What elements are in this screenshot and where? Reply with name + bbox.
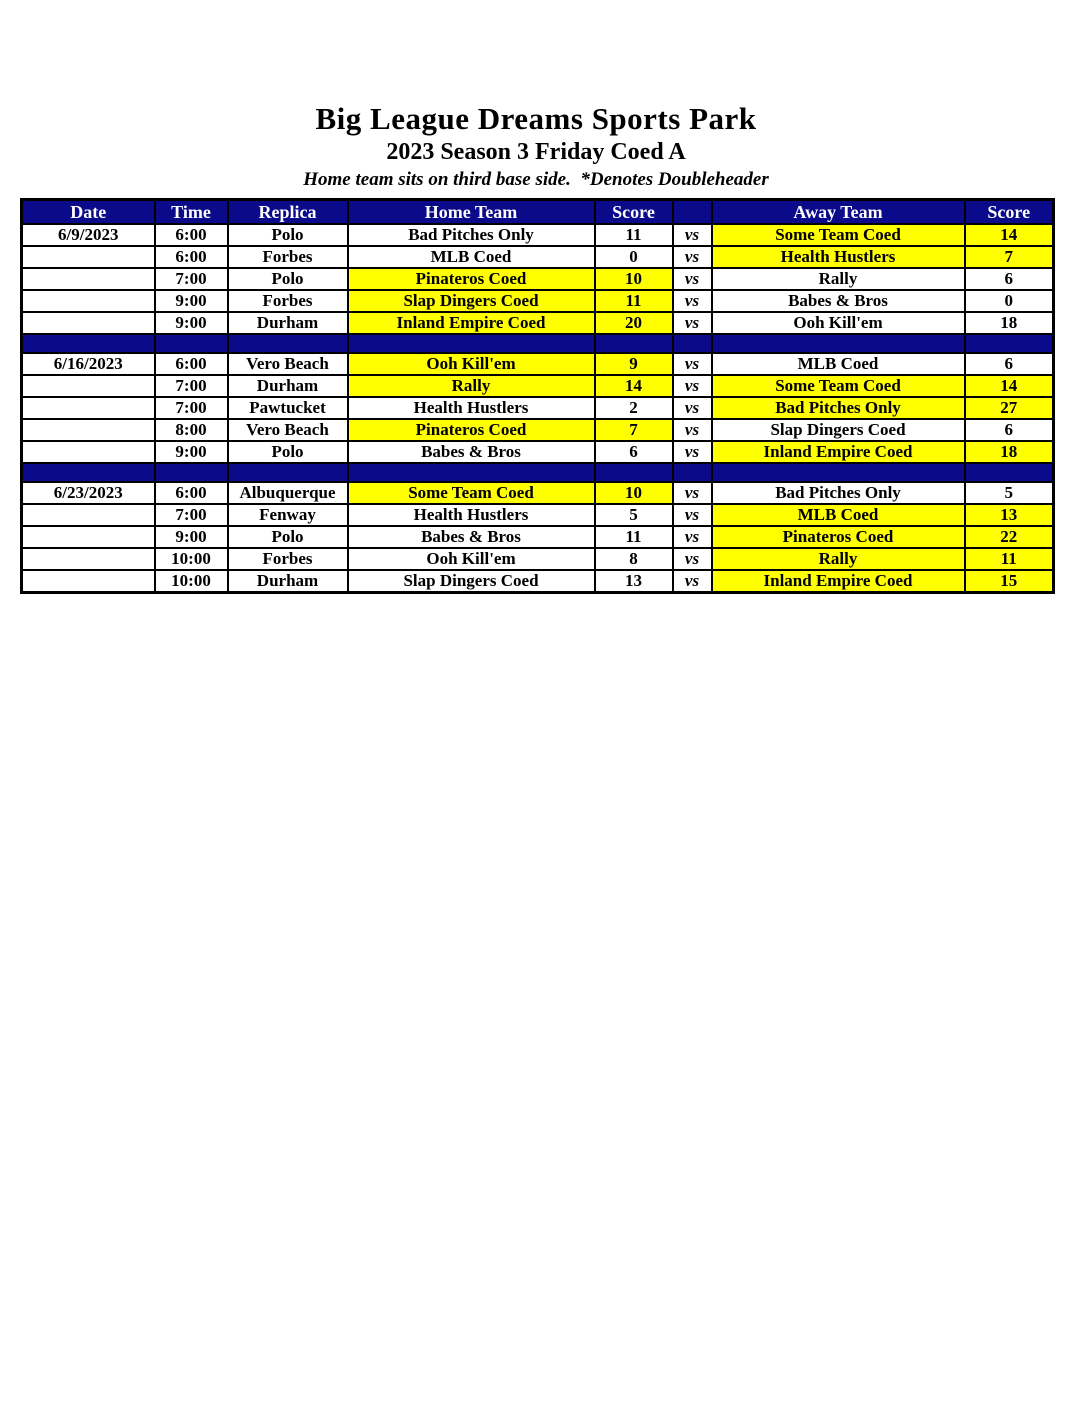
vs-label: vs: [673, 526, 712, 548]
away-score-cell: 13: [965, 504, 1054, 526]
date-cell: [22, 268, 155, 290]
time-cell: 6:00: [155, 482, 228, 504]
date-cell: [22, 290, 155, 312]
date-cell: [22, 312, 155, 334]
away-score-cell: 22: [965, 526, 1054, 548]
replica-cell: Pawtucket: [228, 397, 348, 419]
away-score-cell: 11: [965, 548, 1054, 570]
home-team-cell: Pinateros Coed: [348, 419, 595, 441]
table-row: [22, 570, 1054, 593]
time-cell: 8:00: [155, 419, 228, 441]
col-header-away-score: Score: [965, 200, 1054, 225]
table-row: [22, 246, 1054, 268]
vs-label: vs: [673, 548, 712, 570]
replica-cell: Forbes: [228, 246, 348, 268]
time-cell: 7:00: [155, 268, 228, 290]
replica-cell: Durham: [228, 375, 348, 397]
away-score-cell: 15: [965, 570, 1054, 593]
table-row: [22, 268, 1054, 290]
separator-cell: [228, 463, 348, 482]
separator-cell: [965, 334, 1054, 353]
time-cell: 7:00: [155, 397, 228, 419]
col-header-time: Time: [155, 200, 228, 225]
time-cell: 9:00: [155, 290, 228, 312]
schedule-table-body: [22, 224, 1054, 593]
home-team-cell: Ooh Kill'em: [348, 548, 595, 570]
home-score-cell: 2: [595, 397, 673, 419]
vs-label: vs: [673, 224, 712, 246]
away-team-cell: Bad Pitches Only: [712, 397, 965, 419]
vs-label: vs: [673, 268, 712, 290]
home-score-cell: 11: [595, 224, 673, 246]
home-score-cell: 20: [595, 312, 673, 334]
away-score-cell: 14: [965, 375, 1054, 397]
time-cell: 7:00: [155, 375, 228, 397]
date-cell: 6/16/2023: [22, 353, 155, 375]
replica-cell: Forbes: [228, 290, 348, 312]
schedule-note: Home team sits on third base side. *Denotes Doubleheader: [303, 169, 769, 190]
time-cell: 6:00: [155, 353, 228, 375]
vs-label: vs: [673, 441, 712, 463]
table-row: [22, 548, 1054, 570]
separator-cell: [673, 463, 712, 482]
vs-label: vs: [673, 397, 712, 419]
table-row: [22, 224, 1054, 246]
away-team-cell: Inland Empire Coed: [712, 570, 965, 593]
away-team-cell: Slap Dingers Coed: [712, 419, 965, 441]
away-score-cell: 18: [965, 312, 1054, 334]
date-cell: [22, 570, 155, 593]
table-row: [22, 419, 1054, 441]
vs-label: vs: [673, 246, 712, 268]
home-team-cell: Rally: [348, 375, 595, 397]
schedule-table: [20, 198, 1055, 594]
page-subtitle: 2023 Season 3 Friday Coed A: [386, 139, 686, 165]
away-score-cell: 5: [965, 482, 1054, 504]
replica-cell: Polo: [228, 268, 348, 290]
away-team-cell: Rally: [712, 268, 965, 290]
replica-cell: Polo: [228, 224, 348, 246]
header-block: [20, 0, 1052, 192]
home-score-cell: 5: [595, 504, 673, 526]
away-team-cell: Health Hustlers: [712, 246, 965, 268]
away-team-cell: Pinateros Coed: [712, 526, 965, 548]
home-team-cell: Babes & Bros: [348, 441, 595, 463]
separator-cell: [673, 334, 712, 353]
vs-label: vs: [673, 570, 712, 593]
separator-cell: [595, 463, 673, 482]
separator-cell: [22, 463, 155, 482]
home-team-cell: Pinateros Coed: [348, 268, 595, 290]
away-team-cell: Some Team Coed: [712, 375, 965, 397]
home-team-cell: Bad Pitches Only: [348, 224, 595, 246]
date-cell: [22, 526, 155, 548]
home-score-cell: 9: [595, 353, 673, 375]
home-score-cell: 10: [595, 482, 673, 504]
vs-label: vs: [673, 375, 712, 397]
home-score-cell: 11: [595, 526, 673, 548]
col-header-vs-spacer: [673, 200, 712, 225]
home-score-cell: 0: [595, 246, 673, 268]
home-team-cell: Ooh Kill'em: [348, 353, 595, 375]
away-team-cell: MLB Coed: [712, 353, 965, 375]
replica-cell: Fenway: [228, 504, 348, 526]
separator-cell: [595, 334, 673, 353]
time-cell: 9:00: [155, 312, 228, 334]
home-score-cell: 7: [595, 419, 673, 441]
schedule-table-head: [22, 200, 1054, 225]
separator-cell: [155, 463, 228, 482]
home-team-cell: Some Team Coed: [348, 482, 595, 504]
table-row: [22, 375, 1054, 397]
away-score-cell: 0: [965, 290, 1054, 312]
separator-row: [22, 334, 1054, 353]
date-cell: [22, 504, 155, 526]
date-cell: [22, 419, 155, 441]
date-cell: 6/23/2023: [22, 482, 155, 504]
date-cell: 6/9/2023: [22, 224, 155, 246]
table-row: [22, 290, 1054, 312]
col-header-replica: Replica: [228, 200, 348, 225]
replica-cell: Durham: [228, 570, 348, 593]
separator-cell: [712, 463, 965, 482]
home-team-cell: Health Hustlers: [348, 504, 595, 526]
home-score-cell: 10: [595, 268, 673, 290]
time-cell: 9:00: [155, 441, 228, 463]
col-header-home-score: Score: [595, 200, 673, 225]
away-team-cell: Some Team Coed: [712, 224, 965, 246]
table-row: [22, 526, 1054, 548]
replica-cell: Durham: [228, 312, 348, 334]
separator-cell: [22, 334, 155, 353]
vs-label: vs: [673, 290, 712, 312]
table-row: [22, 441, 1054, 463]
separator-cell: [155, 334, 228, 353]
date-cell: [22, 397, 155, 419]
page-title: Big League Dreams Sports Park: [315, 101, 757, 136]
separator-cell: [228, 334, 348, 353]
replica-cell: Vero Beach: [228, 419, 348, 441]
date-cell: [22, 548, 155, 570]
date-cell: [22, 246, 155, 268]
separator-row: [22, 463, 1054, 482]
home-score-cell: 14: [595, 375, 673, 397]
away-team-cell: Bad Pitches Only: [712, 482, 965, 504]
col-header-date: Date: [22, 200, 155, 225]
away-score-cell: 27: [965, 397, 1054, 419]
away-team-cell: MLB Coed: [712, 504, 965, 526]
home-team-cell: Health Hustlers: [348, 397, 595, 419]
vs-label: vs: [673, 482, 712, 504]
time-cell: 6:00: [155, 246, 228, 268]
away-score-cell: 6: [965, 419, 1054, 441]
away-score-cell: 6: [965, 353, 1054, 375]
time-cell: 10:00: [155, 548, 228, 570]
table-row: [22, 397, 1054, 419]
away-score-cell: 7: [965, 246, 1054, 268]
away-score-cell: 18: [965, 441, 1054, 463]
vs-label: vs: [673, 504, 712, 526]
separator-cell: [965, 463, 1054, 482]
home-score-cell: 6: [595, 441, 673, 463]
header-row: [22, 200, 1054, 225]
away-score-cell: 6: [965, 268, 1054, 290]
time-cell: 10:00: [155, 570, 228, 593]
col-header-home-team: Home Team: [348, 200, 595, 225]
home-team-cell: Slap Dingers Coed: [348, 290, 595, 312]
separator-cell: [348, 463, 595, 482]
home-team-cell: Inland Empire Coed: [348, 312, 595, 334]
home-team-cell: Babes & Bros: [348, 526, 595, 548]
time-cell: 6:00: [155, 224, 228, 246]
home-score-cell: 11: [595, 290, 673, 312]
home-score-cell: 8: [595, 548, 673, 570]
away-team-cell: Ooh Kill'em: [712, 312, 965, 334]
table-row: [22, 482, 1054, 504]
time-cell: 9:00: [155, 526, 228, 548]
vs-label: vs: [673, 312, 712, 334]
date-cell: [22, 441, 155, 463]
vs-label: vs: [673, 353, 712, 375]
away-score-cell: 14: [965, 224, 1054, 246]
replica-cell: Polo: [228, 526, 348, 548]
away-team-cell: Rally: [712, 548, 965, 570]
schedule-content: [20, 0, 1052, 594]
time-cell: 7:00: [155, 504, 228, 526]
home-team-cell: MLB Coed: [348, 246, 595, 268]
col-header-away-team: Away Team: [712, 200, 965, 225]
home-team-cell: Slap Dingers Coed: [348, 570, 595, 593]
replica-cell: Polo: [228, 441, 348, 463]
date-cell: [22, 375, 155, 397]
separator-cell: [348, 334, 595, 353]
table-row: [22, 504, 1054, 526]
replica-cell: Albuquerque: [228, 482, 348, 504]
away-team-cell: Inland Empire Coed: [712, 441, 965, 463]
replica-cell: Vero Beach: [228, 353, 348, 375]
vs-label: vs: [673, 419, 712, 441]
away-team-cell: Babes & Bros: [712, 290, 965, 312]
replica-cell: Forbes: [228, 548, 348, 570]
home-score-cell: 13: [595, 570, 673, 593]
table-row: [22, 312, 1054, 334]
separator-cell: [712, 334, 965, 353]
table-row: [22, 353, 1054, 375]
